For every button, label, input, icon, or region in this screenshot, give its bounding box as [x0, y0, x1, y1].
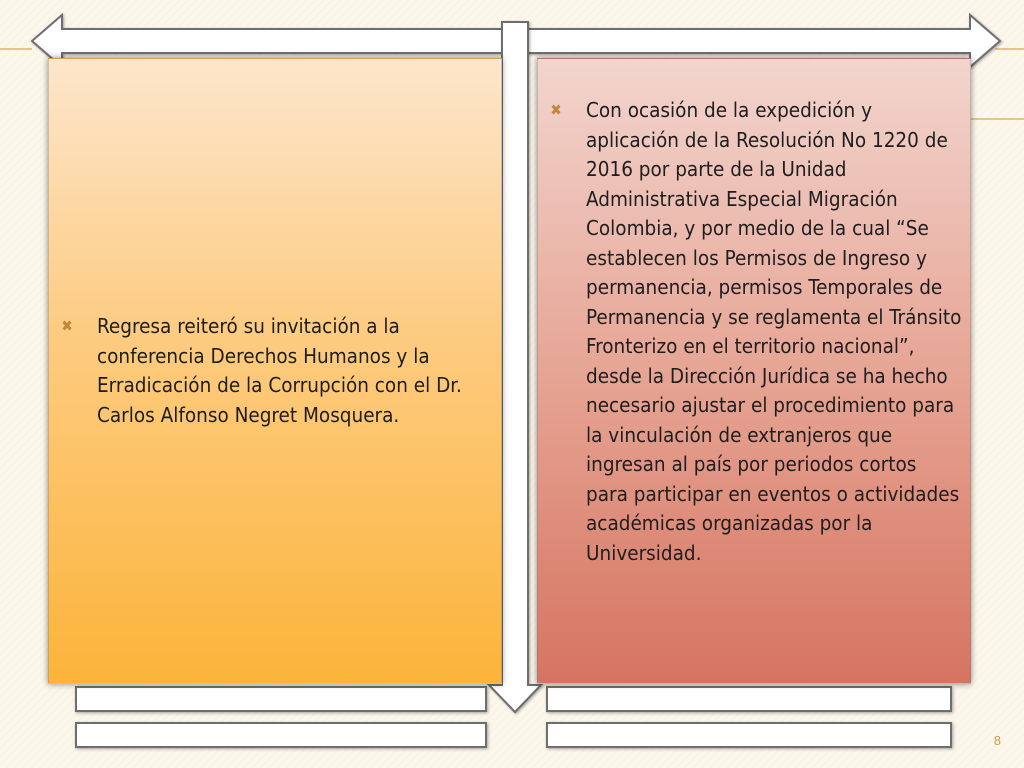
left-content-panel: [48, 58, 502, 684]
frame-bar-left-lower: [75, 722, 487, 748]
cross-bullet-icon: ✖: [61, 317, 73, 335]
right-bullet-text: Con ocasión de la expedición y aplicación de la Resolución No 1220 de 2016 por parte de la Unidad Administrativa Especial Migración Colombia, y por medio de la cual “Se establecen los Permisos de Ingreso y permanencia, permisos Temporales de Permanencia y se reglamenta el Tránsito Fronterizo en el territorio nacional”, desde la Dirección Jurídica se ha hecho necesario ajustar el procedimiento para la vinculación de extranjeros que ingresan al país por periodos cortos para participar en eventos o actividades académicas organizadas por la Universidad.: [586, 98, 962, 565]
frame-bar-right-lower: [546, 722, 952, 748]
right-bullet-item: [548, 96, 962, 568]
cross-bullet-icon: ✖: [550, 101, 562, 119]
left-bullet-text: Regresa reiteró su invitación a la conferencia Derechos Humanos y la Erradicación de la Corrupción con el Dr. Carlos Alfonso Negret Mosquera.: [97, 314, 462, 427]
page-number: 8: [993, 733, 1001, 748]
right-content-panel: [537, 58, 971, 684]
left-bullet-item: [59, 312, 489, 430]
frame-bar-left-upper: [75, 686, 487, 712]
frame-bar-right-upper: [546, 686, 952, 712]
